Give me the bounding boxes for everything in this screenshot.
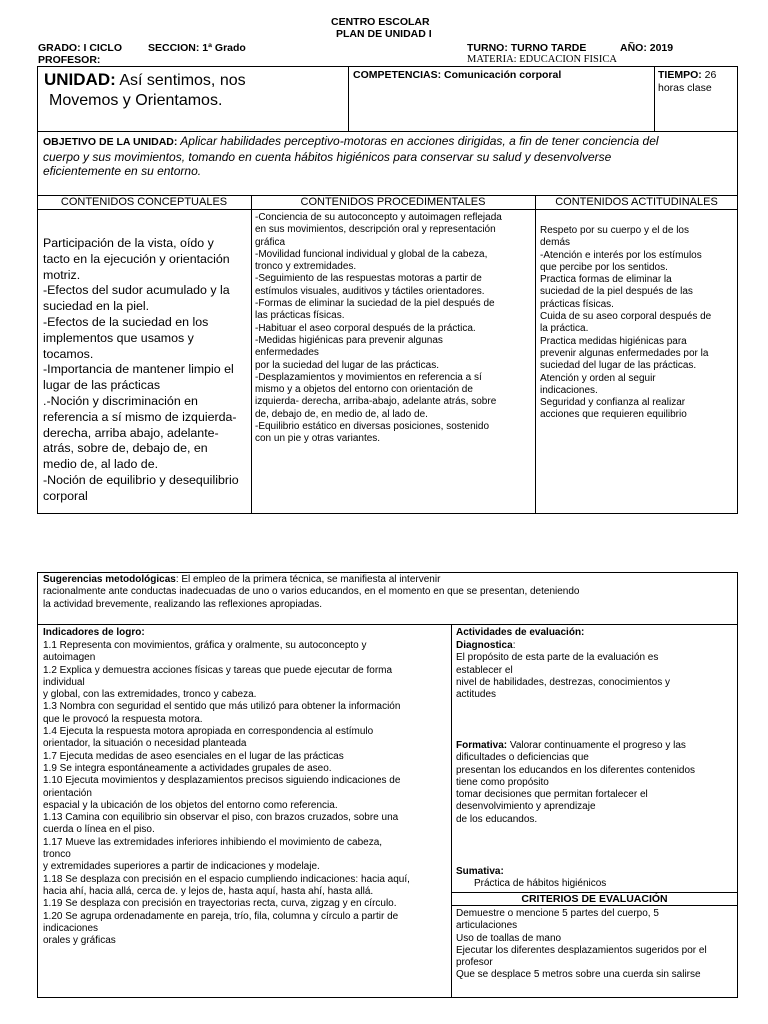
conceptuales-header: CONTENIDOS CONCEPTUALES [60,196,228,208]
objetivo-label: OBJETIVO DE LA UNIDAD: [43,136,178,148]
school-name: CENTRO ESCOLAR [331,16,430,28]
conceptuales-content: Participación de la vista, oído y tacto en la ejecución y orientación motriz. -Efectos del sudor acumulado y la suciedad en la piel. -Efectos de la suciedad en los implementos que usamos y tocamos. -Importancia de mantener limpio el lugar de las prácticas .-Noción y discriminación en referencia a sí mismo de izquierda- derecha, arriba abajo, adelante- atrás, sobre de, debajo de, en medio de, al lado de. -Noción de equilibrio y desequilibrio corporal [43,236,239,503]
sumativa-label: Sumativa: [456,866,504,877]
tiempo-value: 26 [701,69,717,81]
sumativa-text: Práctica de hábitos higiénicos [474,878,607,889]
procedimentales-header: CONTENIDOS PROCEDIMENTALES [300,196,486,208]
sugerencias-block [43,574,733,611]
indicadores-content: 1.1 Representa con movimientos, gráfica y oralmente, su autoconcepto y autoimagen 1.2 Explica y demuestra acciones físicas y tareas que puede ejecutar de forma individual y global, con las extremidades, tronco y cabeza. 1.3 Nombra con seguridad el sentido que más utilizó para obtener la información que le provocó la respuesta motora. 1.4 Ejecuta la respuesta motora apropiada en correspondencia al estímulo orientador, la situación o necesidad planteada 1.7 Ejecuta medidas de aseo esenciales en el lugar de las prácticas 1.9 Se integra espontáneamente a actividades grupales de aseo. 1.10 Ejecuta movimientos y desplazamientos precisos siguiendo indicaciones de orientación espacial y la ubicación de los objetos del entorno como referencia. 1.13 Camina con equilibrio sin observar el piso, con brazos cruzados, sobre una cuerda o línea en el piso. 1.17 Mueve las extremidades inferiores inhibiendo el movimiento de cabeza, tronco y extremidades superiores a partir de indicaciones y modelaje. 1.18 Se desplaza con precisión en el espacio cumpliendo indicaciones: hacia aquí, hacia ahí, hacia allá, cerca de. y lejos de, hasta aquí, hasta ahí, hasta allá. 1.19 Se desplaza con precisión en trayectorias recta, curva, zigzag y en círculo. 1.20 Se agrupa ordenadamente en pareja, trío, fila, columna y círculo a partir de indicaciones orales y gráficas [43,640,410,947]
unit-title-line2: Movemos y Orientamos. [49,92,223,109]
objetivo-block [43,134,735,179]
tiempo-field [658,69,716,95]
anio-field: AÑO: 2019 [620,42,674,54]
tiempo-unit: horas clase [658,82,712,94]
unit-label: UNIDAD: [44,70,116,89]
formativa-text: Valorar continuamente el progreso y las dificultades o deficiencias que presentan los educandos en los diferentes contenidos tiene como propósito tomar decisiones que permitan fortalecer el desenvolvimiento y aprendizaje de los educandos. [456,740,696,825]
criterios-header: CRITERIOS DE EVALUACIÓN [521,893,668,905]
materia-field: MATERIA: EDUCACION FISICA [467,54,617,65]
diagnostica-block [456,640,736,701]
objetivo-text: Aplicar habilidades perceptivo-motoras en acciones dirigidas, a fin de tener conciencia del cuerpo y sus movimientos, tomando en cuenta hábitos higiénicos para conservar su salud y desenvolverse eficientemente en su entorno. [43,134,659,178]
competencias-field: COMPETENCIAS: Comunicación corporal [353,69,562,81]
formativa-label: Formativa: [456,740,508,751]
evaluacion-label: Actividades de evaluación: [456,627,585,638]
unit-title-line1: Así sentimos, nos [115,72,246,89]
actitudinales-header: CONTENIDOS ACTITUDINALES [555,196,718,208]
actitudinales-content: Respeto por su cuerpo y el de los demás -Atención e interés por los estímulos que percibe por los sentidos. Practica formas de eliminar la suciedad de la piel después de las prácticas físicas. Cuida de su aseo corporal después de la práctica. Practica medidas higiénicas para prevenir algunas enfermedades por la suciedad del lugar de las prácticas. Atención y orden al seguir indicaciones. Seguridad y confianza al realizar acciones que requieren equilibrio [540,225,712,421]
unit-title [44,70,344,111]
indicadores-label: Indicadores de logro: [43,627,145,638]
diagnostica-text: : El propósito de esta parte de la evaluación es establecer el nivel de habilidades, destrezas, conocimientos y actitudes [456,640,671,701]
sugerencias-label: Sugerencias metodológicas [43,574,176,585]
grado-field: GRADO: I CICLO [38,42,122,54]
turno-field: TURNO: TURNO TARDE [467,42,587,54]
criterios-content: Demuestre o mencione 5 partes del cuerpo, 5 articulaciones Uso de toallas de mano Ejecutar los diferentes desplazamientos sugeridos por el profesor Que se desplace 5 metros sobre una cuerda sin salirse [456,908,707,981]
tiempo-label: TIEMPO: [658,69,702,81]
procedimentales-content: -Conciencia de su autoconcepto y autoimagen reflejada en sus movimientos, descripción oral y representación gráfica -Movilidad funcional individual y global de la cabeza, tronco y extremidades. -Seguimiento de las respuestas motoras a partir de estímulos visuales, auditivos y táctiles orientadores. -Formas de eliminar la suciedad de la piel después de las prácticas físicas. -Habituar el aseo corporal después de la práctica. -Medidas higiénicas para prevenir algunas enfermedades por la suciedad del lugar de las prácticas. -Desplazamientos y movimientos en referencia a sí mismo y a objetos del entorno con orientación de izquierda- derecha, arriba-abajo, adelante atrás, sobre de, debajo de, en medio de, al lado de. -Equilibrio estático en diversas posiciones, sostenido con un pie y otras variantes. [255,212,502,445]
formativa-block [456,740,736,826]
sugerencias-text: : El empleo de la primera técnica, se manifiesta al intervenir racionalmente ante conductas inadecuadas de uno o varios educandos, en el momento en que se presentan, deteniendo la actividad brevemente, realizando las reflexiones apropiadas. [43,574,580,610]
diagnostica-label: Diagnostica [456,640,513,651]
plan-title: PLAN DE UNIDAD I [336,28,432,40]
profesor-field: PROFESOR: [38,54,101,66]
seccion-field: SECCION: 1ª Grado [148,42,246,54]
